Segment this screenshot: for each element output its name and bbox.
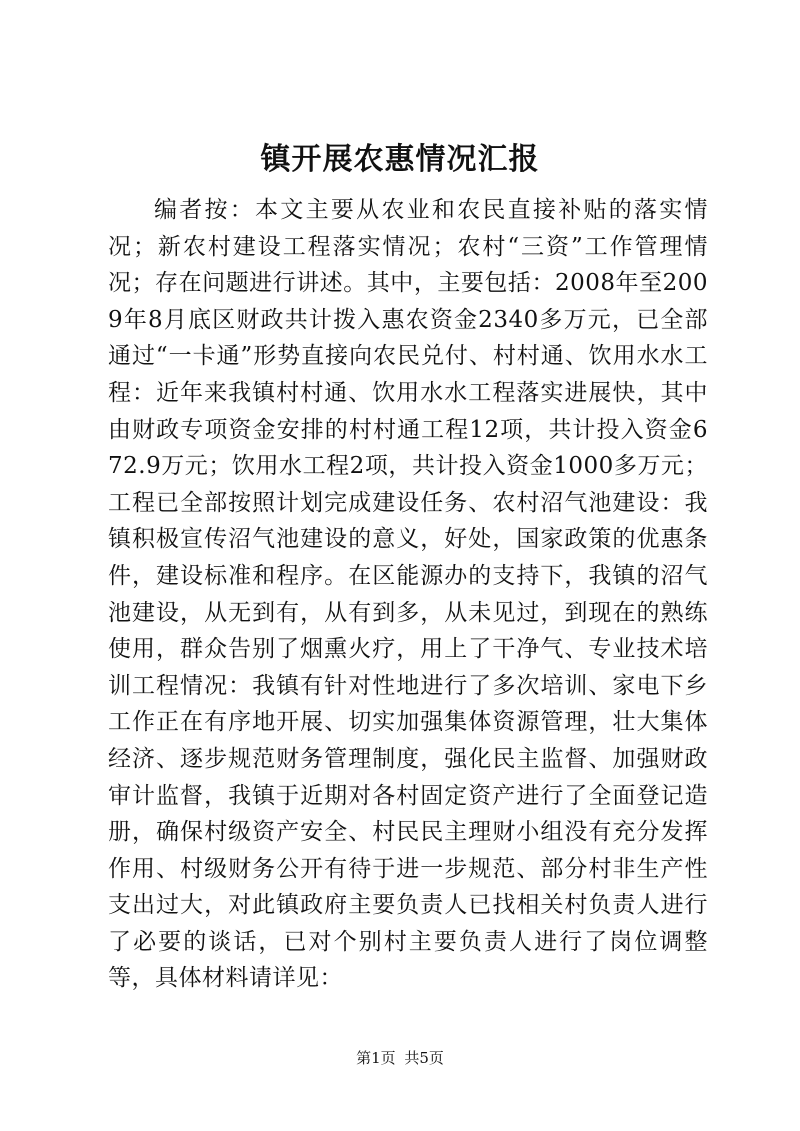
page-footer [0, 1048, 800, 1068]
document-title: 镇开展农惠情况汇报 [260, 142, 540, 177]
page-number: 第1页 [356, 1049, 396, 1067]
page-total: 共5页 [404, 1049, 444, 1067]
document-body: 编者按：本文主要从农业和农民直接补贴的落实情况；新农村建设工程落实情况；农村“三资”工作管理情况；存在问题进行讲述。其中，主要包括：2008年至2009年8月底区财政共计拨入惠农资金2340多万元，已全部通过“一卡通”形势直接向农民兑付、村村通、饮用水水工程：近年来我镇村村通、饮用水水工程落实进展快，其中由财政专项资金安排的村村通工程12项，共计投入资金672.9万元；饮用水工程2项，共计投入资金1000多万元；工程已全部按照计划完成建设任务、农村沼气池建设：我镇积极宣传沼气池建设的意义，好处，国家政策的优惠条件，建设标准和程序。在区能源办的支持下，我镇的沼气池建设，从无到有，从有到多，从未见过，到现在的熟练使用，群众告别了烟熏火疗，用上了干净气、专业技术培训工程情况：我镇有针对性地进行了多次培训、家电下乡工作正在有序地开展、切实加强集体资源管理，壮大集体经济、逐步规范财务管理制度，强化民主监督、加强财政审计监督，我镇于近期对各村固定资产进行了全面登记造册，确保村级资产安全、村民民主理财小组没有充分发挥作用、村级财务公开有待于进一步规范、部分村非生产性支出过大，对此镇政府主要负责人已找相关村负责人进行了必要的谈话，已对个别村主要负责人进行了岗位调整等，具体材料请详见： [108, 197, 708, 992]
